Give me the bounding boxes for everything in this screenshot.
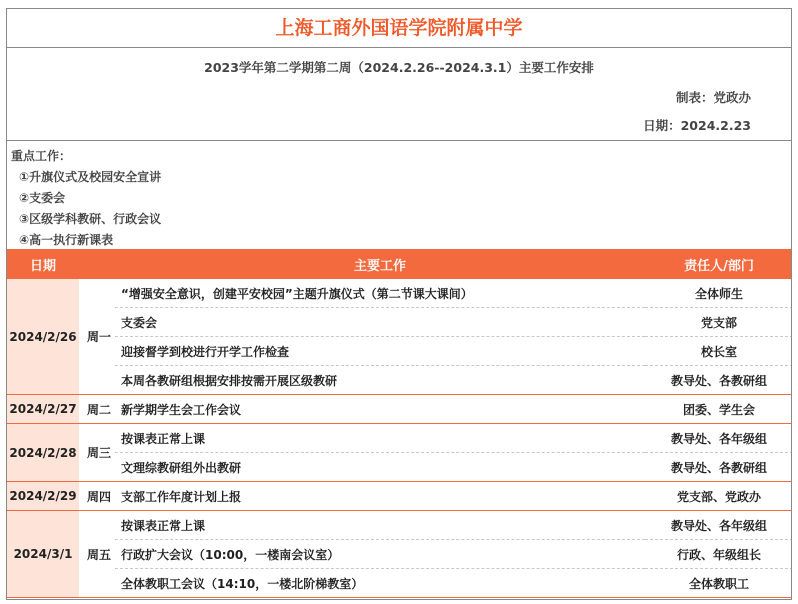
date-cell: 2024/2/28 [7,424,79,482]
task-cell: 新学期学生会工作会议 [115,395,645,424]
key-work-item: ①升旗仪式及校园安全宣讲 [19,170,162,184]
task-cell: 迎接督学到校进行开学工作检查 [115,337,645,366]
task-cell: 全体教职工会议（14:10，一楼北阶梯教室） [115,569,645,598]
weekday-cell: 周五 [79,511,115,598]
key-work-item: ④高一执行新课表 [19,233,114,247]
responsible-cell: 团委、学生会 [645,395,792,424]
date-cell: 2024/2/27 [7,395,79,424]
table-row [7,337,792,366]
table-header-row [7,249,792,279]
header-responsible: 责任人/部门 [645,249,792,279]
date-cell: 2024/3/1 [7,511,79,598]
responsible-cell: 教导处、各年级组 [645,424,792,453]
table-row [7,569,792,598]
responsible-cell: 教导处、各年级组 [645,511,792,540]
responsible-cell: 全体师生 [645,279,792,308]
task-cell: 本周各教研组根据安排按需开展区级教研 [115,366,645,395]
responsible-cell: 教导处、各教研组 [645,453,792,482]
date-cell: 2024/2/29 [7,482,79,511]
table-row [7,540,792,569]
weekday-cell: 周四 [79,482,115,511]
table-row [7,308,792,337]
table-row [7,453,792,482]
responsible-cell: 党支部、党政办 [645,482,792,511]
task-cell: 按课表正常上课 [115,511,645,540]
responsible-cell: 校长室 [645,337,792,366]
table-row [7,482,792,511]
task-cell: 文理综教研组外出教研 [115,453,645,482]
responsible-cell: 全体教职工 [645,569,792,598]
table-row [7,395,792,424]
key-work-block [7,141,791,249]
school-title: 上海工商外国语学院附属中学 [7,9,791,48]
table-row [7,366,792,395]
key-work-title: 重点工作： [11,149,72,163]
key-work-item: ③区级学科教研、行政会议 [19,212,162,226]
schedule-sheet [6,8,792,600]
header-work: 主要工作 [115,249,645,279]
schedule-body [7,279,792,598]
weekday-cell: 周二 [79,395,115,424]
maker-label: 制表：党政办 [675,90,751,105]
weekday-cell: 周三 [79,424,115,482]
date-cell: 2024/2/26 [7,279,79,395]
date-label: 日期：2024.2.23 [643,118,751,133]
header-date: 日期 [7,249,79,279]
task-cell: 支部工作年度计划上报 [115,482,645,511]
schedule-table [7,249,792,598]
task-cell: 按课表正常上课 [115,424,645,453]
meta-block [7,48,791,141]
responsible-cell: 党支部 [645,308,792,337]
table-row [7,424,792,453]
task-cell: “增强安全意识，创建平安校园”主题升旗仪式（第二节课大课间） [115,279,645,308]
task-cell: 支委会 [115,308,645,337]
weekday-cell: 周一 [79,279,115,395]
responsible-cell: 教导处、各教研组 [645,366,792,395]
schedule-subtitle: 2023学年第二学期第二周（2024.2.26--2024.3.1）主要工作安排 [204,60,594,75]
task-cell: 行政扩大会议（10:00，一楼南会议室） [115,540,645,569]
table-row [7,511,792,540]
responsible-cell: 行政、年级组长 [645,540,792,569]
header-weekday [79,249,115,279]
table-row [7,279,792,308]
key-work-item: ②支委会 [19,191,66,205]
